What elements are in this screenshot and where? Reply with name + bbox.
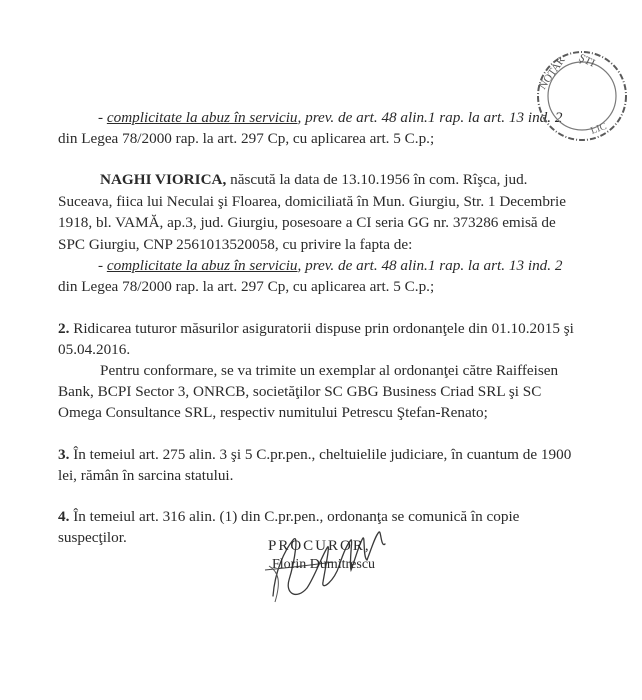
text-line-1: - complicitate la abuz în serviciu, prev. de art. 48 alin.1 rap. la art. 13 ind. 2 xyxy=(98,109,563,126)
text-line-10: 05.04.2016. xyxy=(58,341,131,358)
text-line-16: 4. În temeiul art. 316 alin. (1) din C.pr.pen., ordonanţa se comunică în copie xyxy=(58,508,520,525)
text-line-17: suspecţilor. xyxy=(58,529,127,546)
text-line-6: SPC Giurgiu, CNP 2561013520058, cu privire la fapta de: xyxy=(58,236,413,253)
text-line-12: Bank, BCPI Sector 3, ONRCB, societăţilor SC GBG Business Criad SRL şi SC xyxy=(58,383,542,400)
text-line-11: Pentru conformare, se va trimite un exemplar al ordonanţei către Raiffeisen xyxy=(100,362,559,379)
text-line-15: lei, rămân în sarcina statului. xyxy=(58,467,234,484)
svg-text:ŞTI: ŞTI xyxy=(576,51,597,70)
prosecutor-name: Florin Dumitrescu xyxy=(272,557,376,572)
text-line-9: 2. Ridicarea tuturor măsurilor asiguratorii dispuse prin ordonanţele din 01.10.2015 şi xyxy=(58,320,574,337)
text-line-2: din Legea 78/2000 rap. la art. 297 Cp, cu aplicarea art. 5 C.p.; xyxy=(58,130,435,147)
text-line-13: Omega Consultance SRL, respectiv numitului Petrescu Ştefan-Renato; xyxy=(58,404,488,421)
text-line-4: Suceava, fiica lui Neculai şi Floarea, domiciliată în Mun. Giurgiu, Str. 1 Decembrie xyxy=(58,193,566,210)
svg-text:NOTAR: NOTAR xyxy=(536,54,568,92)
text-line-3: NAGHI VIORICA, născută la data de 13.10.1956 în com. Rîşca, jud. xyxy=(100,171,528,188)
notary-stamp-icon xyxy=(520,38,630,158)
text-line-8: din Legea 78/2000 rap. la art. 297 Cp, cu aplicarea art. 5 C.p.; xyxy=(58,278,435,295)
text-line-5: 1918, bl. VAMĂ, ap.3, jud. Giurgiu, posesoare a CI seria GG nr. 373286 emisă de xyxy=(58,214,556,231)
svg-text:LIC: LIC xyxy=(589,120,609,137)
text-line-7: - complicitate la abuz în serviciu, prev. de art. 48 alin.1 rap. la art. 13 ind. 2 xyxy=(98,257,563,274)
prosecutor-title: PROCUROR, xyxy=(268,538,371,554)
text-line-14: 3. În temeiul art. 275 alin. 3 şi 5 C.pr.pen., cheltuielile judiciare, în cuantum de 1900 xyxy=(58,446,572,463)
